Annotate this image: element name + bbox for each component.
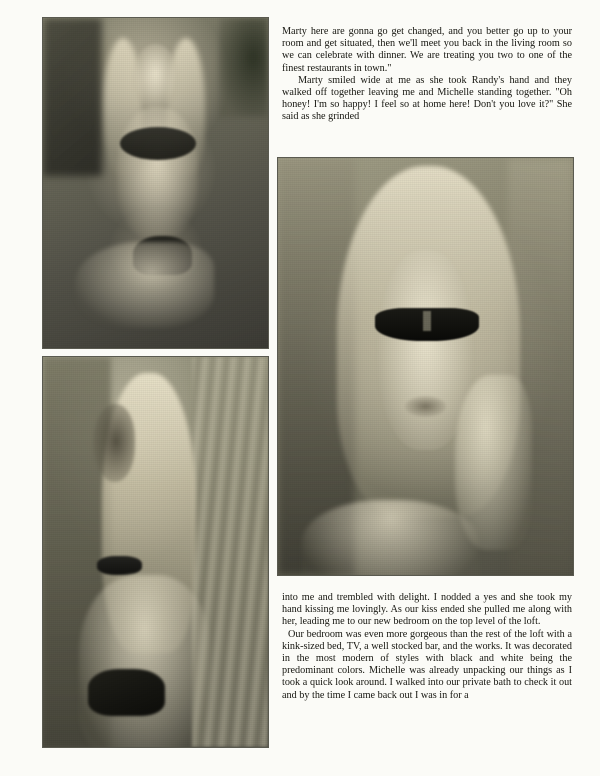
photo-right-lips (405, 396, 446, 417)
photo-right-image (278, 158, 573, 575)
photo-top-left (42, 17, 269, 349)
photo-top-left-background-right (219, 18, 269, 117)
photo-bottom-left-face (93, 404, 136, 482)
photo-top-left-face (133, 44, 178, 110)
photo-right (277, 157, 574, 576)
photo-bottom-left-strap (88, 669, 165, 716)
sunglasses-icon (375, 308, 478, 341)
photo-bottom-left (42, 356, 269, 748)
photo-top-left-legs (75, 242, 215, 328)
photo-top-left-background-left (43, 18, 102, 176)
photo-right-shoulder (302, 500, 479, 576)
photo-top-left-image (43, 18, 268, 348)
photo-top-left-bikini-top (120, 127, 197, 160)
story-paragraph: Marty here are gonna go get changed, and you better go up to your room and get situated, then we'll meet you back in the living room so we can celebrate with dinner. We are treating you two to one of the finest restaurants in town." (282, 26, 572, 74)
story-paragraph: into me and trembled with delight. I nodded a yes and she took my hand kissing me lovingly. As our kiss ended she pulled me along with her, leading me to our new bedroom on the top level of the loft. (282, 592, 572, 628)
story-paragraph: Our bedroom was even more gorgeous than the rest of the loft with a kink-sized bed, TV, a well stocked bar, and the works. It was decorated in the most modern of styles with black and white being the predominant colors. Michelle was already unpacking our things as I took a quick look around. I walked into our private bath to check it out and by the time I came back out I was in for a (282, 628, 572, 701)
story-text-bottom (282, 592, 572, 702)
photo-bottom-left-choker (97, 556, 142, 576)
story-text-top (282, 26, 572, 124)
photo-bottom-left-image (43, 357, 268, 747)
story-paragraph: Marty smiled wide at me as she took Randy's hand and they walked off together leaving me and Michelle standing together. "Oh honey! I'm so happy! I feel so at home here! Don't you love it?" She said as she grinded (282, 74, 572, 123)
photo-bottom-left-shoulder (79, 575, 210, 748)
